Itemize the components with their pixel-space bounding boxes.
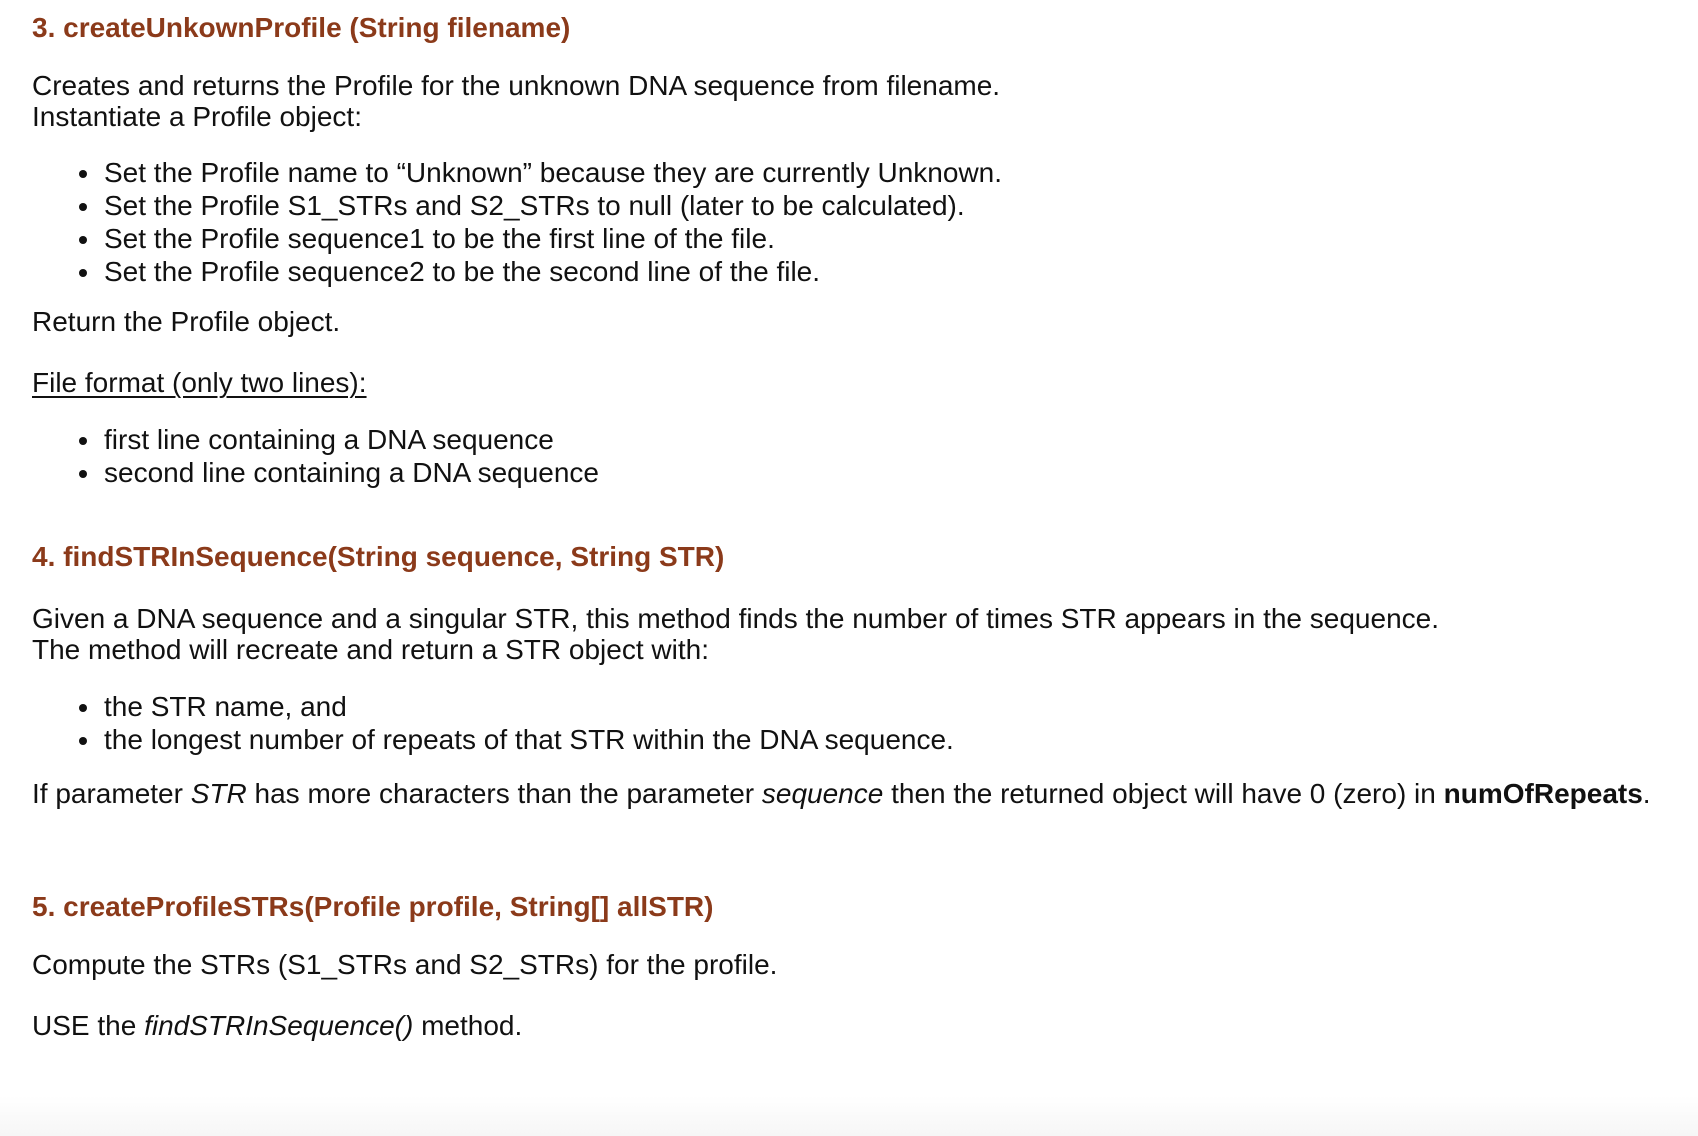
section-4-condition xyxy=(32,777,1651,810)
list-item: the STR name, and xyxy=(32,690,954,723)
list-item: Set the Profile sequence1 to be the first line of the file. xyxy=(32,222,1002,255)
list-item: Set the Profile name to “Unknown” because they are currently Unknown. xyxy=(32,156,1002,189)
file-format-label xyxy=(32,366,367,399)
list-item: first line containing a DNA sequence xyxy=(32,423,599,456)
list-item: Set the Profile S1_STRs and S2_STRs to null (later to be calculated). xyxy=(32,189,1002,222)
condition-part-1: If parameter xyxy=(32,778,191,809)
condition-part-3: then the returned object will have 0 (zero) in xyxy=(883,778,1444,809)
use-method-name: findSTRInSequence() xyxy=(144,1010,414,1041)
file-format-bullet-list xyxy=(32,423,599,489)
list-item: second line containing a DNA sequence xyxy=(32,456,599,489)
section-4-intro-line-1: Given a DNA sequence and a singular STR, this method finds the number of times STR appears in the sequence. xyxy=(32,603,1439,634)
param-sequence: sequence xyxy=(761,778,884,809)
condition-part-2: has more characters than the parameter xyxy=(246,778,762,809)
section-3-bullet-list xyxy=(32,156,1002,288)
section-4-heading: 4. findSTRInSequence(String sequence, String STR) xyxy=(32,541,725,572)
section-5-compute-text: Compute the STRs (S1_STRs and S2_STRs) for the profile. xyxy=(32,949,778,980)
list-item: the longest number of repeats of that STR within the DNA sequence. xyxy=(32,723,954,756)
section-3-heading: 3. createUnkownProfile (String filename) xyxy=(32,12,571,43)
section-5-use-text xyxy=(32,1009,522,1042)
list-item: Set the Profile sequence2 to be the second line of the file. xyxy=(32,255,1002,288)
section-5-heading: 5. createProfileSTRs(Profile profile, String[] allSTR) xyxy=(32,891,714,922)
bottom-fade xyxy=(0,1096,1698,1136)
param-str: STR xyxy=(190,778,247,809)
section-4-bullet-list xyxy=(32,690,954,756)
file-format-label-text: File format (only two lines): xyxy=(32,367,367,398)
section-4-intro-line-2: The method will recreate and return a STR object with: xyxy=(32,634,709,665)
use-part-2: method. xyxy=(413,1010,523,1041)
field-num-of-repeats: numOfRepeats xyxy=(1443,778,1643,809)
section-3-return-text: Return the Profile object. xyxy=(32,306,341,337)
section-3-intro-line-1: Creates and returns the Profile for the unknown DNA sequence from filename. xyxy=(32,70,1001,101)
condition-part-4: . xyxy=(1642,778,1651,809)
section-3-intro-line-2: Instantiate a Profile object: xyxy=(32,101,362,132)
use-part-1: USE the xyxy=(32,1010,145,1041)
